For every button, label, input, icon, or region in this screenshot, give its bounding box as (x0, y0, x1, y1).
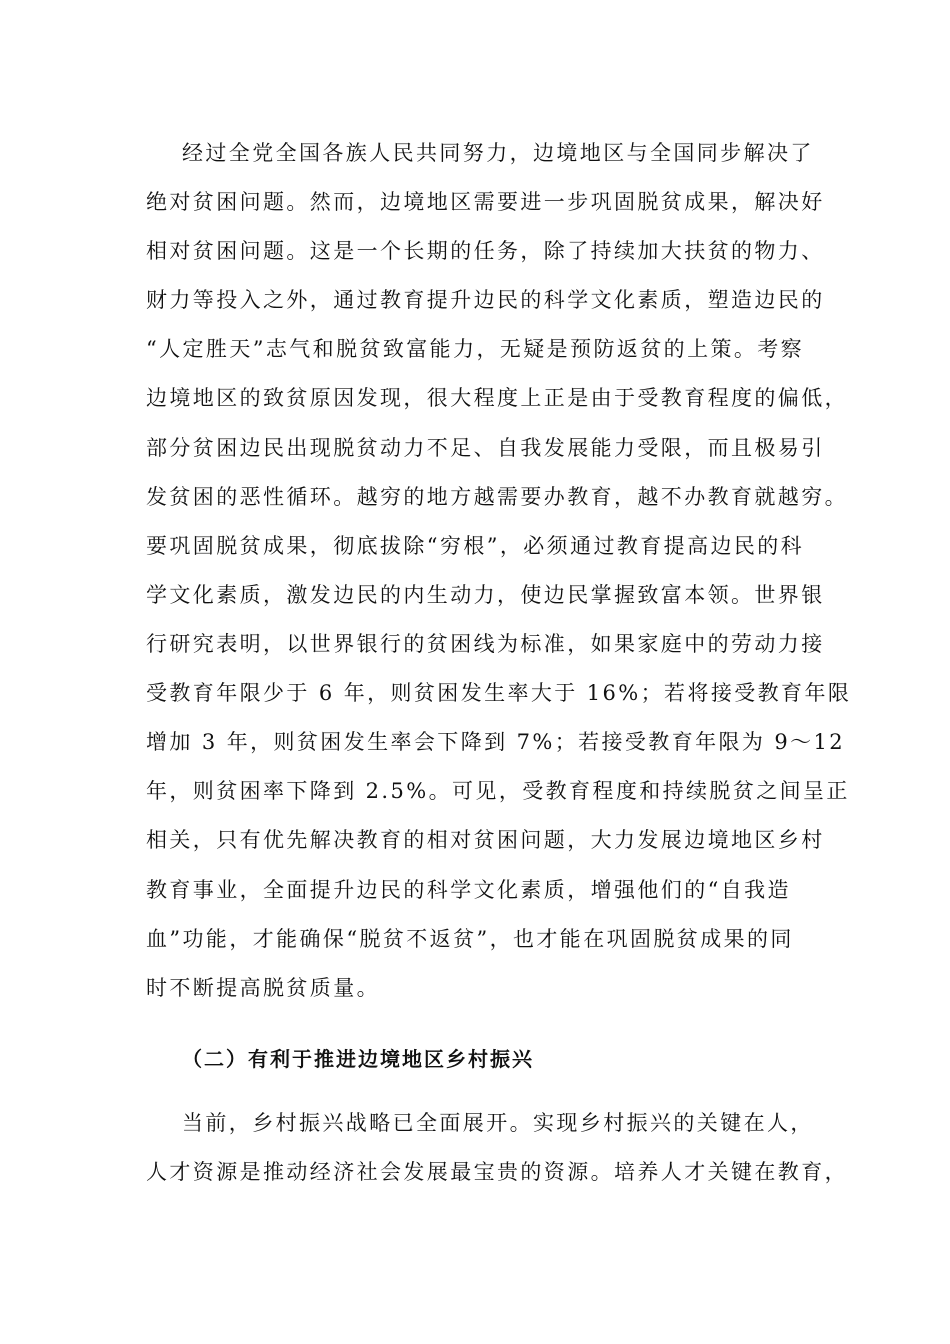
paragraph-1-line-12: 受教育年限少于 6 年，则贫困发生率大于 16%；若将接受教育年限 (146, 681, 852, 705)
paragraph-1-line-7: 部分贫困边民出现脱贫动力不足、自我发展能力受限，而且极易引 (146, 436, 825, 460)
paragraph-2-line-2: 人才资源是推动经济社会发展最宝贵的资源。培养人才关键在教育， (146, 1160, 848, 1184)
paragraph-2-line-1: 当前，乡村振兴战略已全面展开。实现乡村振兴的关键在人， (182, 1111, 814, 1135)
paragraph-1-line-1: 经过全党全国各族人民共同努力，边境地区与全国同步解决了 (182, 141, 814, 165)
paragraph-1-line-4: 财力等投入之外，通过教育提升边民的科学文化素质，塑造边民的 (146, 288, 825, 312)
paragraph-1-line-15: 相关，只有优先解决教育的相对贫困问题，大力发展边境地区乡村 (146, 828, 825, 852)
section-heading: （二）有利于推进边境地区乡村振兴 (182, 1047, 534, 1071)
paragraph-1-line-5: “人定胜天”志气和脱贫致富能力，无疑是预防返贫的上策。考察 (146, 337, 805, 361)
paragraph-1-line-10: 学文化素质，激发边民的内生动力，使边民掌握致富本领。世界银 (146, 583, 825, 607)
paragraph-1-line-3: 相对贫困问题。这是一个长期的任务，除了持续加大扶贫的物力、 (146, 239, 825, 263)
paragraph-1-line-2: 绝对贫困问题。然而，边境地区需要进一步巩固脱贫成果，解决好 (146, 190, 825, 214)
paragraph-1-line-8: 发贫困的恶性循环。越穷的地方越需要办教育，越不办教育就越穷。 (146, 485, 848, 509)
paragraph-1-line-14: 年，则贫困率下降到 2.5%。可见，受教育程度和持续脱贫之间呈正 (146, 779, 850, 803)
paragraph-1-line-18: 时不断提高脱贫质量。 (146, 976, 380, 1000)
paragraph-1-line-16: 教育事业，全面提升边民的科学文化素质，增强他们的“自我造 (146, 878, 791, 902)
paragraph-1-line-13: 增加 3 年，则贫困发生率会下降到 7%；若接受教育年限为 9～12 (146, 730, 846, 754)
paragraph-1-line-9: 要巩固脱贫成果，彻底拔除“穷根”，必须通过教育提高边民的科 (146, 534, 805, 558)
paragraph-1-line-17: 血”功能，才能确保“脱贫不返贫”，也才能在巩固脱贫成果的同 (146, 927, 794, 951)
paragraph-1-line-11: 行研究表明，以世界银行的贫困线为标准，如果家庭中的劳动力接 (146, 632, 825, 656)
paragraph-1-line-6: 边境地区的致贫原因发现，很大程度上正是由于受教育程度的偏低， (146, 386, 848, 410)
